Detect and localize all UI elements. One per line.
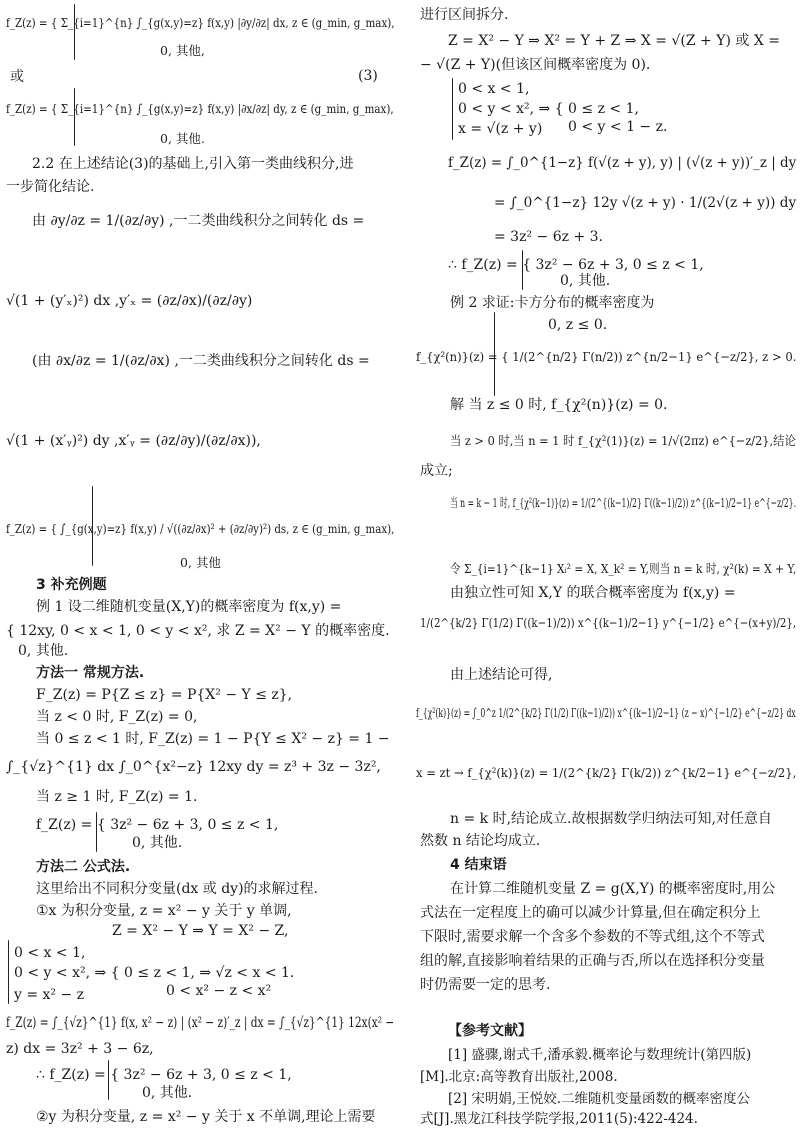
solution-line: 由独立性可知 X,Y 的联合概率密度为 f(x,y) = (450, 585, 736, 601)
equation-number: (3) (358, 68, 378, 84)
system-line: 0 < x² − z < x² (166, 983, 272, 999)
joint-density: 1/(2^{k/2} Γ(1/2) Γ((k−1)/2)) x^{(k−1)/2−1} y^{−1/2} e^{−(x+y)/2}, (420, 615, 797, 630)
method-2-title: 方法二 公式法. (36, 859, 131, 875)
system-line: 0 < x < 1, (14, 945, 86, 961)
formula-result-other: 0, 其他. (560, 273, 611, 289)
example-1-other: 0, 其他. (18, 643, 69, 659)
solution-line: 成立; (420, 463, 453, 479)
method-1-line: 当 z ≥ 1 时, F_Z(z) = 1. (36, 789, 198, 805)
method-2-result-other: 0, 其他. (142, 1085, 193, 1101)
system-line: 0 < y < 1 − z. (568, 119, 668, 135)
formula-line: = 3z² − 6z + 3. (494, 229, 603, 245)
or-text: 或 (10, 69, 24, 85)
references-heading: 【参考文献】 (448, 1023, 532, 1039)
solution-line: 令 Σ_{i=1}^{k−1} Xᵢ² = X, X_k² = Y,则当 n = k 时, χ²(k) = X + Y, (450, 561, 797, 576)
method-1-line: ∫_{√z}^{1} dx ∫_0^{x²−z} 12xy dy = z³ + 3z − 3z², (6, 759, 381, 775)
system-line: 0 < y < x², ⇒ { 0 ≤ z < 1, ⇒ √z < x < 1. (14, 965, 295, 981)
formula-line: f_Z(z) = ∫_0^{1−z} f(√(z + y), y) | (√(z + y))′_z | dy (448, 155, 797, 171)
derivation-line: 由 ∂y/∂z = 1/(∂z/∂y) ,一二类曲线积分之间转化 ds = (32, 213, 365, 229)
closing-paragraph: 组的解,直接影响着结果的正确与否,所以在选择积分变量 (420, 953, 765, 969)
conclusion-line: 然数 n 结论均成立. (420, 833, 541, 849)
system-line: x = √(z + y) (458, 121, 543, 137)
formula-dy: f_Z(z) = { Σ_{i=1}^{n} ∫_{g(x,y)=z} f(x,y) |∂y/∂z| dx, z ∈ (g_min, g_max), (6, 15, 395, 30)
method-2-intro: 这里给出不同积分变量(dx 或 dy)的求解过程. (36, 881, 319, 897)
method-2-formula: z) dx = 3z² + 3 − 6z, (6, 1041, 154, 1057)
brace (8, 940, 9, 1004)
method-2-case-1-eq: Z = X² − Y ⇒ Y = X² − Z, (112, 923, 289, 939)
brace (452, 78, 453, 140)
method-1-line: 当 z < 0 时, F_Z(z) = 0, (36, 709, 198, 725)
solution-line: 当 n = k − 1 时, f_{χ²(k−1)}(z) = 1/(2^{(k−1)/2} Γ((k−1)/2)) z^{(k−1)/2−1} e^{−z/2}. (450, 495, 797, 510)
formula-ds: f_Z(z) = { ∫_{g(x,y)=z} f(x,y) / √((∂z/∂x)² + (∂z/∂y)²) ds, z ∈ (g_min, g_max), (6, 521, 395, 536)
solution-line: 由上述结论可得, (450, 667, 553, 683)
convolution-integral: f_{χ²(k)}(z) = ∫_0^z 1/(2^{k/2} Γ(1/2) Γ((k−1)/2)) x^{(k−1)/2−1} (z − x)^{−1/2} e^{−z/2} dx (416, 705, 796, 720)
closing-paragraph: 下限时,需要求解一个含多个参数的不等式组,这个不等式 (420, 929, 765, 945)
reference-1-cont: [M].北京:高等教育出版社,2008. (420, 1069, 618, 1085)
section-4-heading: 4 结束语 (450, 857, 507, 873)
conclusion-line: n = k 时,结论成立.故根据数学归纳法可知,对任意自 (450, 811, 772, 827)
method-1-line: F_Z(z) = P{Z ≤ z} = P{X² − Y ≤ z}, (36, 687, 293, 703)
method-2-case-1: ①x 为积分变量, z = x² − y 关于 y 单调, (36, 903, 292, 919)
formula-dy-other: 0, 其他, (160, 43, 205, 58)
closing-paragraph: 式法在一定程度上的确可以减少计算量,但在确定积分上 (420, 905, 761, 921)
substitution-result: x = zt → f_{χ²(k)}(z) = 1/(2^{k/2} Γ(k/2)) z^{k/2−1} e^{−z/2}, (416, 765, 797, 780)
section-3-heading: 3 补充例题 (36, 577, 107, 593)
method-2-result: ∴ f_Z(z) = { 3z² − 6z + 3, 0 ≤ z < 1, (36, 1067, 292, 1083)
brace (74, 4, 75, 60)
formula-line: = ∫_0^{1−z} 12y √(z + y) · 1/(2√(z + y)) dy (494, 195, 797, 211)
derivation-line: √(1 + (y′ₓ)²) dx ,y′ₓ = (∂z/∂x)/(∂z/∂y) (6, 293, 253, 309)
method-1-title: 方法一 常规方法. (36, 665, 145, 681)
method-1-result-other: 0, 其他. (132, 835, 183, 851)
solution-line: 解 当 z ≤ 0 时, f_{χ²(n)}(z) = 0. (450, 397, 668, 413)
system-line: 0 < x < 1, (458, 81, 530, 97)
solution-line: 当 z > 0 时,当 n = 1 时 f_{χ²(1)}(z) = 1/√(2πz) e^{−z/2},结论 (450, 433, 796, 448)
text-line: Z = X² − Y ⇒ X² = Y + Z ⇒ X = √(Z + Y) 或 X = (448, 33, 780, 49)
reference-1: [1] 盛骤,谢式千,潘承毅.概率论与数理统计(第四版) (448, 1047, 752, 1063)
text-line: − √(Z + Y)(但该区间概率密度为 0). (420, 57, 651, 73)
example-1: 例 1 设二维随机变量(X,Y)的概率密度为 f(x,y) = (36, 599, 342, 615)
closing-paragraph: 时仍需要一定的思考. (420, 977, 551, 993)
system-line: y = x² − z (14, 987, 85, 1003)
formula-dx: f_Z(z) = { Σ_{i=1}^{n} ∫_{g(x,y)=z} f(x,y) |∂x/∂z| dy, z ∈ (g_min, g_max), (6, 101, 394, 116)
method-1-result: f_Z(z) = { 3z² − 6z + 3, 0 ≤ z < 1, (36, 817, 279, 833)
chi-square-density: f_{χ²(n)}(z) = { 1/(2^{n/2} Γ(n/2)) z^{n/2−1} e^{−z/2}, z > 0. (416, 349, 797, 364)
closing-paragraph: 在计算二维随机变量 Z = g(X,Y) 的概率密度时,用公 (450, 881, 776, 897)
example-1-density: { 12xy, 0 < x < 1, 0 < y < x², 求 Z = X² − Y 的概率密度. (6, 623, 390, 639)
formula-ds-other: 0, 其他 (180, 555, 221, 570)
reference-2-cont: 式[J].黑龙江科技学院学报,2011(5):422-424. (420, 1111, 698, 1127)
chi-square-case: 0, z ≤ 0. (548, 317, 608, 333)
formula-dx-other: 0, 其他. (160, 131, 205, 146)
method-2-formula: f_Z(z) = ∫_{√z}^{1} f(x, x² − z) | (x² − z)′_z | dx = ∫_{√z}^{1} 12x(x² − (6, 1015, 395, 1031)
formula-result: ∴ f_Z(z) = { 3z² − 6z + 3, 0 ≤ z < 1, (448, 257, 704, 273)
system-line: 0 < y < x², ⇒ { 0 ≤ z < 1, (458, 101, 639, 117)
method-2-case-2: ②y 为积分变量, z = x² − y 关于 x 不单调,理论上需要 (36, 1109, 376, 1125)
paragraph-2-2: 2.2 在上述结论(3)的基础上,引入第一类曲线积分,进 (32, 156, 354, 172)
derivation-line: (由 ∂x/∂z = 1/(∂z/∂x) ,一二类曲线积分之间转化 ds = (32, 353, 370, 369)
derivation-line: √(1 + (x′ᵧ)²) dy ,x′ᵧ = (∂z/∂y)/(∂z/∂x)), (6, 433, 261, 449)
method-1-line: 当 0 ≤ z < 1 时, F_Z(z) = 1 − P{Y ≤ X² − z} = 1 − (36, 731, 390, 747)
text-line: 进行区间拆分. (420, 7, 509, 23)
example-2: 例 2 求证:卡方分布的概率密度为 (450, 295, 655, 311)
paragraph-2-2-cont: 一步简化结论. (6, 179, 95, 195)
reference-2: [2] 宋明娟,王悦姣.二维随机变量函数的概率密度公 (448, 1091, 750, 1107)
